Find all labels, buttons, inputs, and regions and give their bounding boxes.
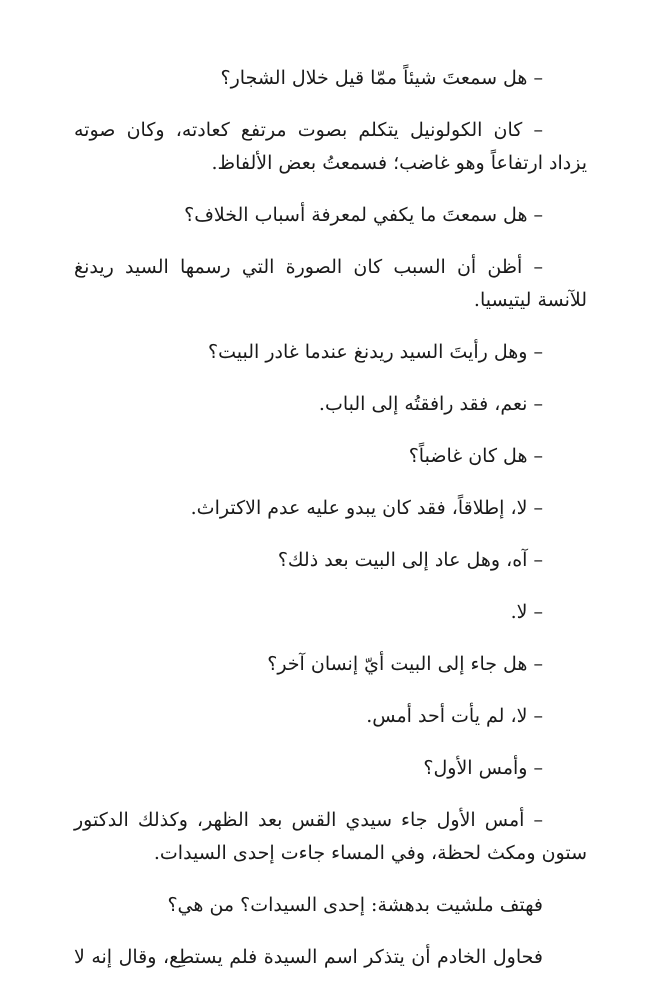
paragraph: – هل سمعتَ ما يكفي لمعرفة أسباب الخلاف؟: [184, 204, 543, 226]
paragraph: – نعم، فقد رافقتُه إلى الباب.: [318, 393, 543, 415]
paragraph: – هل سمعتَ شيئاً ممّا قيل خلال الشجار؟: [220, 67, 543, 89]
paragraph: – وأمس الأول؟: [423, 757, 543, 779]
paragraph: فهتف ملشيت بدهشة: إحدى السيدات؟ من هي؟: [167, 894, 543, 916]
paragraph: – لا، لم يأت أحد أمس.: [366, 705, 543, 727]
paragraph: – هل كان غاضباً؟: [408, 445, 543, 467]
paragraph: – لا.: [510, 601, 543, 623]
paragraph: – أظن أن السبب كان الصورة التي رسمها السيد ريدنغ للآنسة ليتيسيا.: [74, 256, 587, 311]
paragraph: – أمس الأول جاء سيدي القس بعد الظهر، وكذلك الدكتور ستون ومكث لحظة، وفي المساء جاءت إحدى السيدات.: [74, 809, 587, 864]
paragraph: فحاول الخادم أن يتذكر اسم السيدة فلم يستطِع، وقال إنه لا: [74, 946, 543, 968]
paragraph: – لا، إطلاقاً، فقد كان يبدو عليه عدم الاكتراث.: [190, 497, 543, 519]
paragraph: – هل جاء إلى البيت أيّ إنسان آخر؟: [267, 653, 543, 675]
paragraph: – آه، وهل عاد إلى البيت بعد ذلك؟: [277, 549, 543, 571]
paragraph: – كان الكولونيل يتكلم بصوت مرتفع كعادته، وكان صوته يزداد ارتفاعاً وهو غاضب؛ فسمعتُ بعض الألفاظ.: [74, 119, 587, 174]
paragraph: – وهل رأيتَ السيد ريدنغ عندما غادر البيت؟: [208, 341, 543, 363]
